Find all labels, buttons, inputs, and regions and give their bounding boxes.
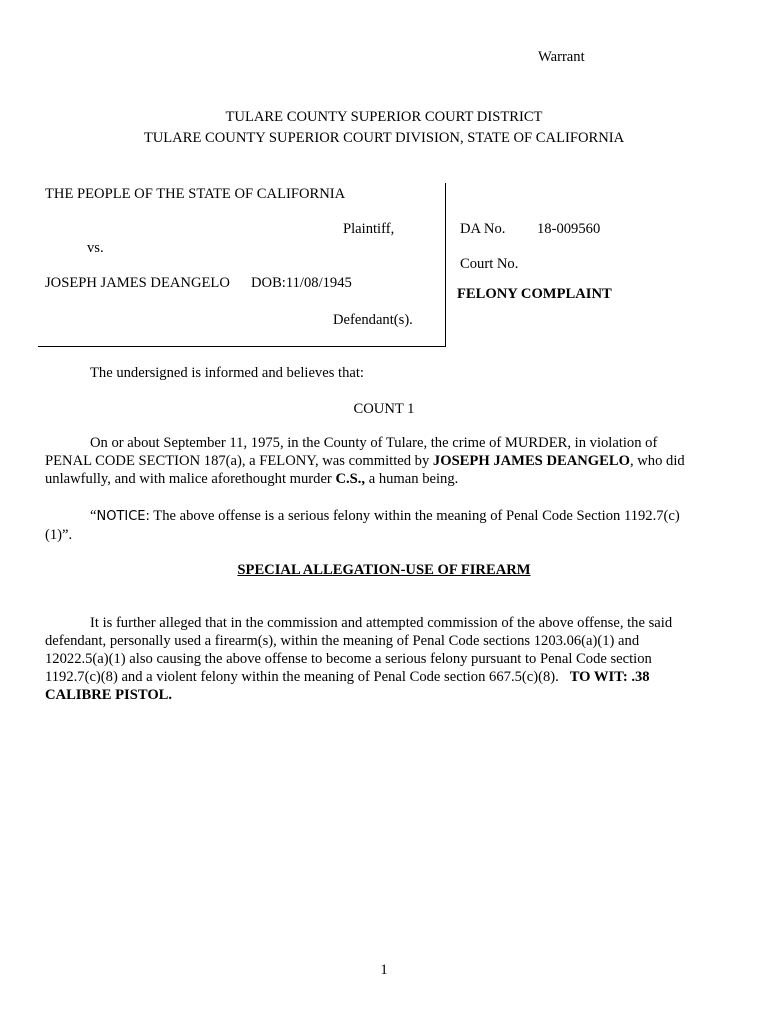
to-wit-statement: TO WIT: .38 CALIBRE PISTOL. (45, 669, 650, 703)
court-name-line2: TULARE COUNTY SUPERIOR COURT DIVISION, STATE OF CALIFORNIA (143, 130, 625, 146)
caption-horizontal-divider (38, 346, 446, 347)
special-allegation-paragraph (45, 614, 705, 704)
notice-word: NOTICE: (96, 509, 150, 524)
count-paragraph (45, 434, 705, 488)
defendant-role: Defendant(s). (333, 312, 413, 328)
court-name-line1: TULARE COUNTY SUPERIOR COURT DISTRICT (225, 109, 543, 125)
intro-statement: The undersigned is informed and believes that: (90, 365, 364, 381)
count-defendant-name: JOSEPH JAMES DEANGELO (432, 453, 630, 469)
document-label: Warrant (538, 49, 585, 65)
caption-vertical-divider (445, 183, 446, 347)
document-type: FELONY COMPLAINT (457, 286, 612, 302)
versus-label: vs. (87, 240, 104, 256)
count-victim: C.S., (335, 471, 366, 487)
special-allegation-heading: SPECIAL ALLEGATION-USE OF FIREARM (237, 562, 531, 578)
page-number: 1 (380, 962, 388, 978)
special-allegation-text: It is further alleged that in the commission and attempted commission of the above offense, the said defendant, personally used a firearm(s), within the meaning of Penal Code sections 1203.06(a)(1) and 12022.5(a)(1) also causing the above offense to become a serious felony pursuant to Penal Code section 1192.7(c)(8) and a violent felony within the meaning of Penal Code section 667.5(c)(8). (45, 615, 673, 685)
court-number-label: Court No. (460, 256, 519, 272)
count-heading: COUNT 1 (353, 401, 415, 417)
count-text-a: On or about September 11, 1975, in the County of Tulare, the crime of MURDER, in violation of PENAL CODE SECTION 187(a), a FELONY, was committed by (45, 435, 658, 469)
plaintiff-role: Plaintiff, (343, 221, 395, 237)
count-text-c: a human being. (365, 471, 459, 487)
notice-paragraph (45, 507, 705, 544)
notice-text: The above offense is a serious felony within the meaning of Penal Code Section 1192.7(c)(1)”. (45, 508, 680, 543)
defendant-name: JOSEPH JAMES DEANGELO (45, 275, 230, 291)
notice-open-quote: “ (90, 508, 97, 524)
defendant-dob: DOB:11/08/1945 (251, 275, 352, 291)
da-number-label: DA No. (460, 221, 506, 237)
da-number-value: 18-009560 (537, 221, 601, 237)
plaintiff-name: THE PEOPLE OF THE STATE OF CALIFORNIA (45, 186, 346, 202)
count-text-b: , who did unlawfully, and with malice aforethought murder (45, 453, 685, 487)
